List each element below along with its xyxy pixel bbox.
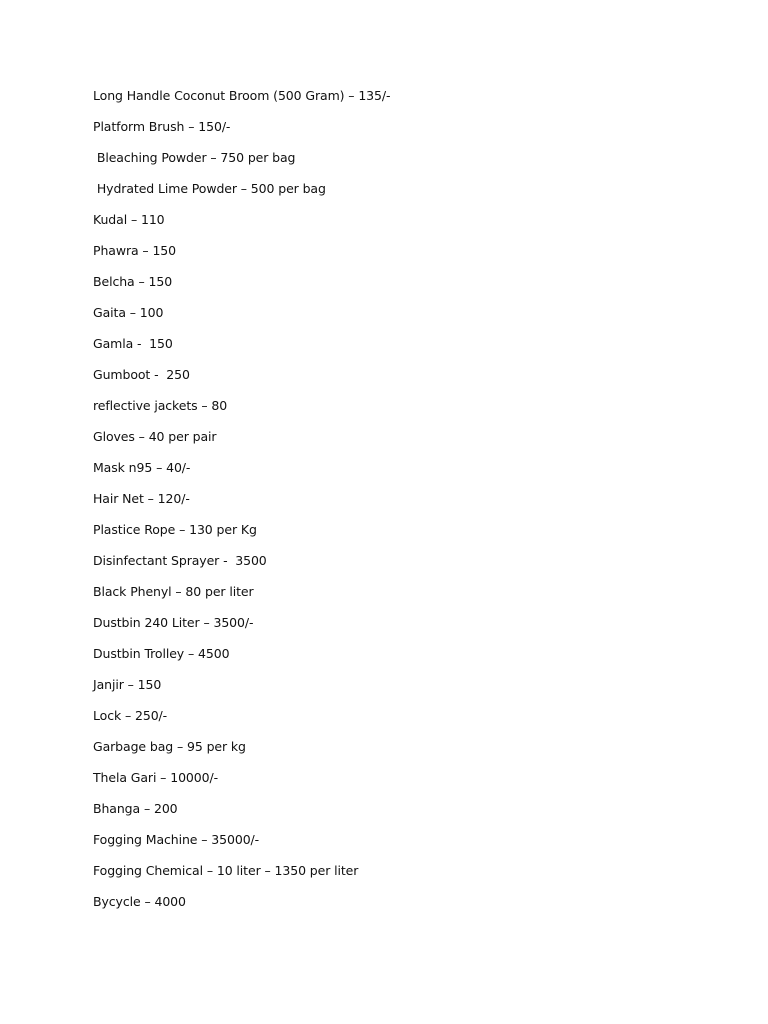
list-item: Gamla - 150 xyxy=(93,336,173,351)
list-item: Belcha – 150 xyxy=(93,274,173,289)
list-item: Fogging Chemical – 10 liter – 1350 per liter xyxy=(93,863,359,878)
list-item: Thela Gari – 10000/- xyxy=(93,770,218,785)
list-item: Black Phenyl – 80 per liter xyxy=(93,584,254,599)
list-item: Dustbin 240 Liter – 3500/- xyxy=(93,615,254,630)
list-item: Janjir – 150 xyxy=(93,677,162,692)
list-item: Bycycle – 4000 xyxy=(93,894,186,909)
list-item: Plastice Rope – 130 per Kg xyxy=(93,522,257,537)
list-item: Hair Net – 120/- xyxy=(93,491,190,506)
list-item: Phawra – 150 xyxy=(93,243,176,258)
list-item: Bleaching Powder – 750 per bag xyxy=(93,150,296,165)
list-item: Mask n95 – 40/- xyxy=(93,460,191,475)
list-item: Dustbin Trolley – 4500 xyxy=(93,646,230,661)
list-item: Long Handle Coconut Broom (500 Gram) – 135/- xyxy=(93,88,391,103)
price-list xyxy=(93,87,390,924)
list-item: Kudal – 110 xyxy=(93,212,165,227)
list-item: Gumboot - 250 xyxy=(93,367,190,382)
list-item: Gaita – 100 xyxy=(93,305,164,320)
list-item: reflective jackets – 80 xyxy=(93,398,228,413)
list-item: Gloves – 40 per pair xyxy=(93,429,217,444)
list-item: Garbage bag – 95 per kg xyxy=(93,739,246,754)
list-item: Platform Brush – 150/- xyxy=(93,119,231,134)
list-item: Lock – 250/- xyxy=(93,708,168,723)
list-item: Hydrated Lime Powder – 500 per bag xyxy=(93,181,326,196)
list-item: Fogging Machine – 35000/- xyxy=(93,832,260,847)
list-item: Bhanga – 200 xyxy=(93,801,178,816)
list-item: Disinfectant Sprayer - 3500 xyxy=(93,553,267,568)
